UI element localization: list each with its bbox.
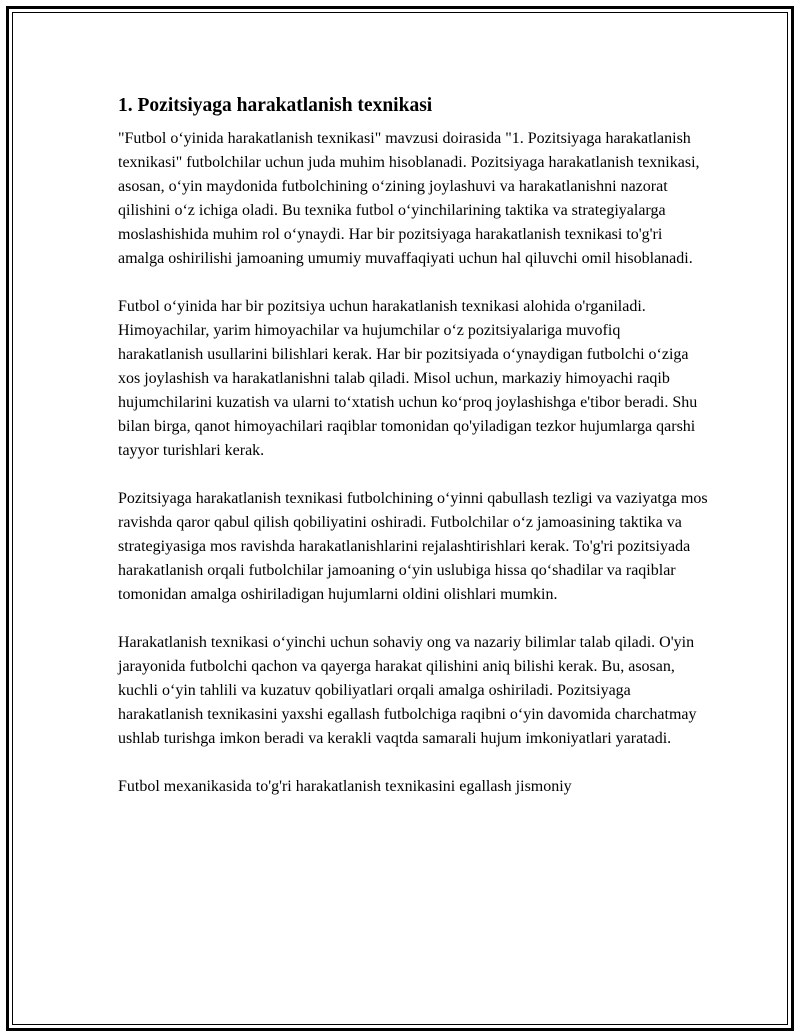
document-body bbox=[118, 94, 708, 823]
section-heading: 1. Pozitsiyaga harakatlanish texnikasi bbox=[118, 95, 433, 116]
paragraph-2: Futbol o‘yinida har bir pozitsiya uchun harakatlanish texnikasi alohida o'rganiladi. Himoyachilar, yarim himoyachilar va hujumchilar o‘z pozitsiyalariga muvofiq harakatlanish usullarini bilishlari kerak. Har bir pozitsiyada o‘ynaydigan futbolchi o‘ziga xos joylashish va harakatlanishni talab qiladi. Misol uchun, markaziy himoyachi raqib hujumchilarini kuzatish va ularni to‘xtatish uchun ko‘proq joylashishga e'tibor beradi. Shu bilan birga, qanot himoyachilari raqiblar tomonidan qo'yiladigan tezkor hujumlarga qarshi tayyor turishlari kerak. bbox=[118, 298, 698, 459]
paragraph-5: Futbol mexanikasida to'g'ri harakatlanish texnikasini egallash jismoniy bbox=[118, 778, 572, 795]
paragraph-1: "Futbol o‘yinida harakatlanish texnikasi" mavzusi doirasida "1. Pozitsiyaga harakatlanish texnikasi" futbolchilar uchun juda muhim hisoblanadi. Pozitsiyaga harakatlanish texnikasi, asosan, o‘yin maydonida futbolchining o‘zining joylashuvi va harakatlanishni nazorat qilishini o‘z ichiga oladi. Bu texnika futbol o‘yinchilarining taktika va strategiyalarga moslashishida muhim rol o‘ynaydi. Har bir pozitsiyaga harakatlanish texnikasi to'g'ri amalga oshirilishi jamoaning umumiy muvaffaqiyati uchun hal qiluvchi omil hisoblanadi. bbox=[118, 130, 700, 267]
paragraph-4: Harakatlanish texnikasi o‘yinchi uchun sohaviy ong va nazariy bilimlar talab qiladi. O'yin jarayonida futbolchi qachon va qayerga harakat qilishini aniq bilishi kerak. Bu, asosan, kuchli o‘yin tahlili va kuzatuv qobiliyatlari orqali amalga oshiriladi. Pozitsiyaga harakatlanish texnikasini yaxshi egallash futbolchiga raqibni o‘yin davomida charchatmay ushlab turishga imkon beradi va kerakli vaqtda samarali hujum imkoniyatlari yaratadi. bbox=[118, 634, 697, 747]
paragraph-3: Pozitsiyaga harakatlanish texnikasi futbolchining o‘yinni qabullash tezligi va vaziyatga mos ravishda qaror qabul qilish qobiliyatini oshiradi. Futbolchilar o‘z jamoasining taktika va strategiyasiga mos ravishda harakatlanishlarini rejalashtirishlari kerak. To'g'ri pozitsiyada harakatlanish orqali futbolchilar jamoaning o‘yin uslubiga hissa qo‘shadilar va raqiblar tomonidan amalga oshiriladigan hujumlarni oldini olishlari mumkin. bbox=[118, 490, 708, 603]
